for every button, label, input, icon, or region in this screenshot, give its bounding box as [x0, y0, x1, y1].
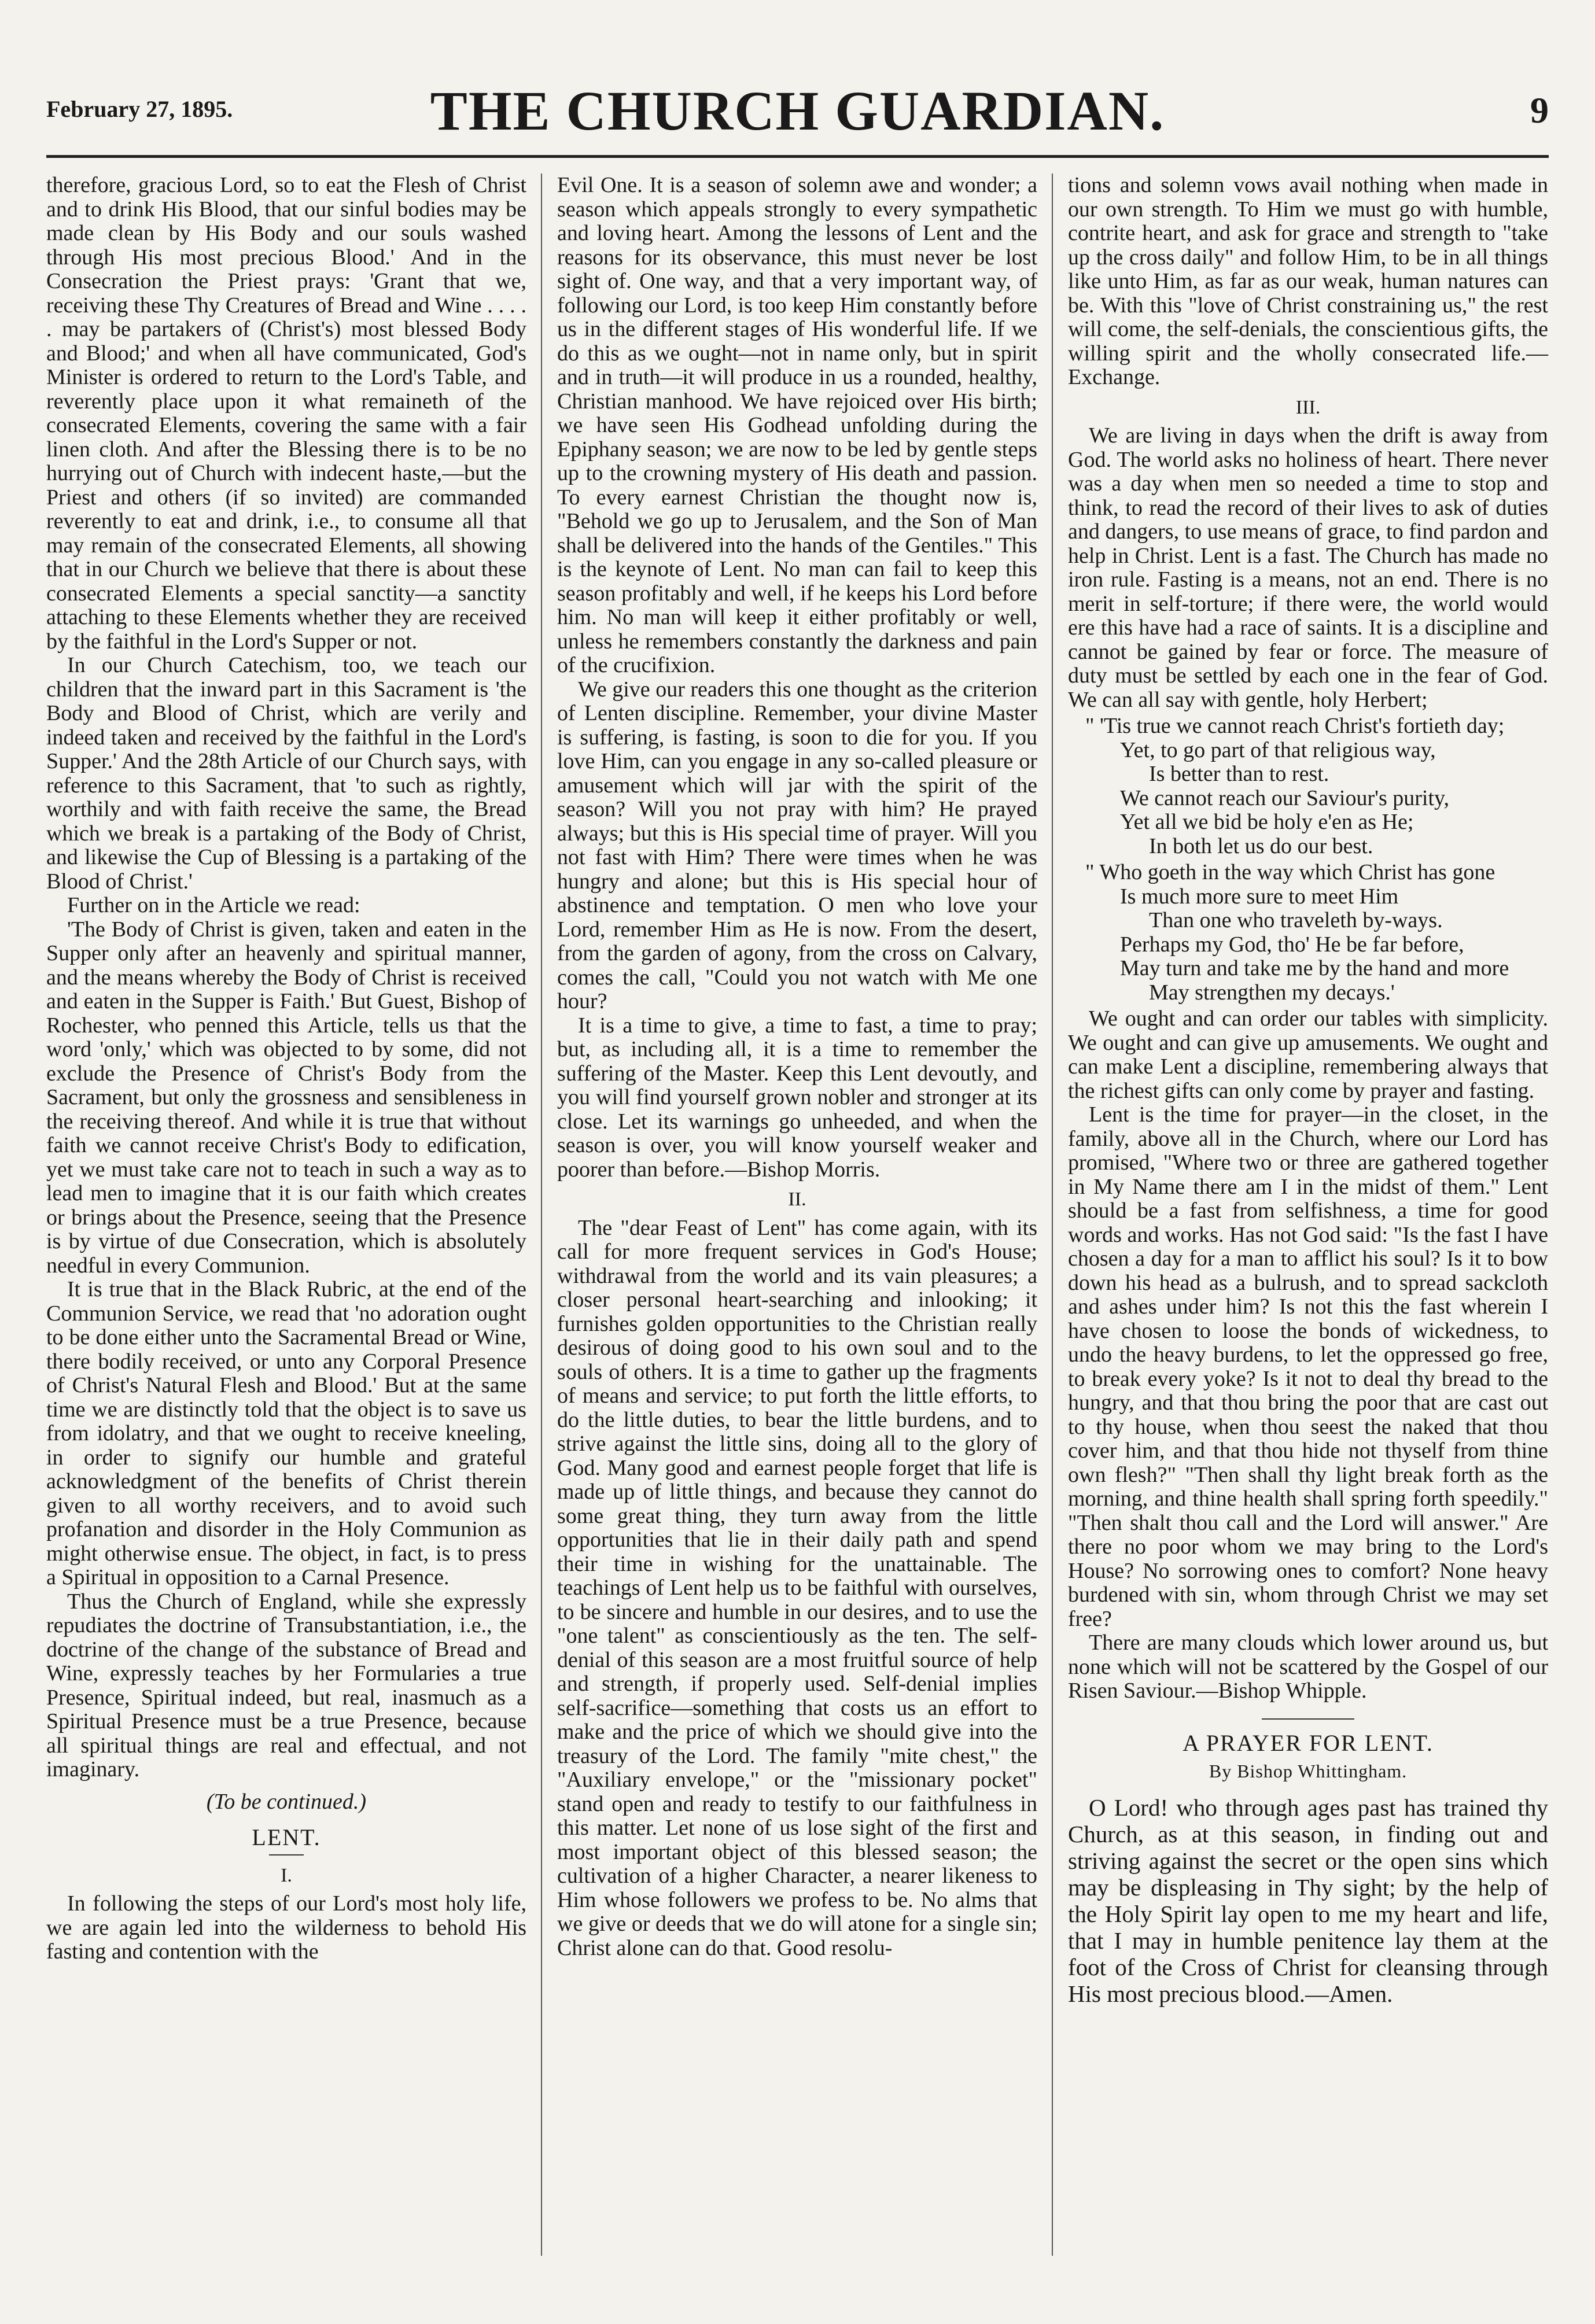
paragraph: Thus the Church of England, while she expressly repudiates the doctrine of Transubstantiation, i.e., the doctrine of the change of the substance of Bread and Wine, expressly teaches by her Formularies a true Presence, Spiritual indeed, but real, inasmuch as a Spiritual Presence must be a true Presence, because all spiritual things are real and effectual, and not imaginary.: [46, 1589, 526, 1781]
poem-line: " 'Tis true we cannot reach Christ's fortieth day;: [1085, 714, 1505, 738]
section-numeral: III.: [1295, 396, 1321, 418]
short-rule: [269, 1854, 304, 1855]
poem-stanza: [1085, 714, 1548, 858]
paragraph: We give our readers this one thought as the criterion of Lenten discipline. Remember, your divine Master is suffering, is fasting, is soon to die for you. If you love Him, can you engage in any so-called pleasure or amusement which will jar with the spirit of the season? Will you not pray with him? He prayed always; but this is His special time of prayer. Will you not fast with Him? There were times when he was hungry and alone; but this is His special hour of abstinence and temptation. O men who love your Lord, remember Him as He is now. From the desert, from the garden of agony, from the cross on Calvary, comes the call, "Could you not watch with Me one hour?: [557, 677, 1037, 1013]
paragraph: Lent is the time for prayer—in the closet, in the family, above all in the Church, where our Lord has promised, "Where two or three are gathered together in My Name there am I in the midst of them." Lent should be a fast from selfishness, a time for good words and works. Has not God said: "Is the fast I have chosen a day for a man to afflict his soul? Is it to bow down his head as a bulrush, and to spread sackcloth and ashes under him? Is not this the fast wherein I have chosen to loose the bonds of wickedness, to undo the heavy burdens, to let the oppressed go free, to break every yoke? Is it not to deal thy bread to the hungry, and that thou bring the poor that are cast out to thy house, when thou seest the naked that thou cover him, and that thou hide not thyself from thine own flesh?" "Then shall thy light break forth as the morning, and thine health shall spring forth speedily." "Then shalt thou call and the Lord will answer." Are there no poor whom we may bring to the Lord's House? No sorrowing ones to comfort? None heavy burdened with sin, whom through Christ we may set free?: [1068, 1102, 1548, 1631]
column-1: [46, 174, 526, 1964]
poem-line: Is better than to rest.: [1149, 762, 1329, 786]
column-2: [557, 174, 1037, 1960]
column-3: [1068, 174, 1548, 2007]
issue-date: February 27, 1895.: [46, 96, 233, 122]
section-numeral: II.: [788, 1189, 806, 1210]
poem-line: Perhaps my God, tho' He be far before,: [1120, 932, 1464, 957]
section-numeral: I.: [281, 1864, 292, 1886]
paragraph: 'The Body of Christ is given, taken and eaten in the Supper only after an heavenly and spiritual manner, and the means whereby the Body of Christ is received and eaten in the Supper is Faith.' But Guest, Bishop of Rochester, who penned this Article, tells us that the word 'only,' which was objected to by some, did not exclude the Presence of Christ's Body from the Sacrament, but only the grossness and sensibleness in the receiving thereof. And while it is true that without faith we cannot receive Christ's Body to edification, yet we must take care not to teach in such a way as to lead men to imagine that it is our faith which creates or brings about the Presence, seeing that the Presence is by virtue of due Consecration, which is absolutely needful in every Communion.: [46, 917, 526, 1278]
poem-line: Yet all we bid be holy e'en as He;: [1120, 810, 1414, 834]
paragraph: Further on in the Article we read:: [67, 893, 360, 917]
paragraph: We are living in days when the drift is away from God. The world asks no holiness of heart. There never was a day when men so needed a time to stop and think, to read the record of their lives to ask of duties and dangers, to use means of grace, to find pardon and help in Christ. Lent is a fast. The Church has made no iron rule. Fasting is a means, not an end. There is no merit in self-torture; if there were, the world would ere this have had a race of saints. It is a discipline and cannot be gained by fear or force. The measure of duty must be settled by each one in the fear of God. We can all say with gentle, holy Herbert;: [1068, 423, 1548, 712]
poem-line: We cannot reach our Saviour's purity,: [1120, 785, 1450, 810]
paragraph: The "dear Feast of Lent" has come again, with its call for more frequent services in God's House; withdrawal from the world and its vain pleasures; a closer personal heart-searching and inlooking; it furnishes golden opportunities to the Christian really desirous of doing good to his own soul and to the souls of others. It is a time to gather up the fragments of means and service; to put forth the little efforts, to do the little duties, to bear the little burdens, and to strive against the little sins, doing all to the glory of God. Many good and earnest people forget that life is made up of little things, and because they cannot do some great thing, they turn away from the little opportunities that lie in their daily path and spend their time in wishing for the unattainable. The teachings of Lent help us to be faithful with ourselves, to be sincere and humble in our desires, and to use the "one talent" as conscientiously as the ten. The self-denial of this season are a most fruitful source of help and strength, if properly used. Self-denial implies self-sacrifice—something that costs us an effort to make and the price of which we should give into the treasury of the Lord. The family "mite chest," the "Auxiliary envelope," or the "missionary pocket" stand open and ready to testify to our faithfulness in this matter. Let none of us lose sight of the first and most important object of this blessed season; the cultivation of a higher Character, a nearer likeness to Him whose followers we profess to be. No alms that we give or deeds that we do will atone for a single sin; Christ alone can do that. Good resolu-: [557, 1215, 1037, 1960]
paragraph: We ought and can order our tables with simplicity. We ought and can give up amusements. We ought and can make Lent a discipline, remembering always that the richest gifts can only come by prayer and fasting.: [1068, 1006, 1548, 1103]
masthead: [46, 75, 1549, 162]
article-heading-lent: LENT.: [252, 1824, 321, 1850]
byline: By Bishop Whittingham.: [1209, 1761, 1408, 1781]
paragraph: In following the steps of our Lord's most holy life, we are again led into the wilderness to behold His fasting and contention with the: [46, 1891, 526, 1964]
short-rule: [1262, 1718, 1354, 1720]
paragraph: In our Church Catechism, too, we teach our children that the inward part in this Sacrament is 'the Body and Blood of Christ, which are verily and indeed taken and received by the faithful in the Lord's Supper.' And the 28th Article of our Church says, with reference to this Sacrament, that 'to such as rightly, worthily and with faith receive the same, the Bread which we break is a partaking of the Body of Christ, and likewise the Cup of Blessing is a partaking of the Blood of Christ.': [46, 653, 526, 894]
column-divider: [541, 174, 542, 2256]
paragraph: therefore, gracious Lord, so to eat the Flesh of Christ and to drink His Blood, that our sinful bodies may be made clean by His Body and our souls washed through His most precious Blood.' And in the Consecration the Priest prays: 'Grant that we, receiving these Thy Creatures of Bread and Wine . . . . . may be partakers of (Christ's) most blessed Body and Blood;' and when all have communicated, God's Minister is ordered to return to the Lord's Table, and reverently place upon it what remaineth of the consecrated Elements, covering the same with a fair linen cloth. And after the Blessing there is to be no hurrying out of Church with indecent haste,—but the Priest and others (if so invited) are commanded reverently to eat and drink, i.e., to consume all that may remain of the consecrated Elements, all showing that in our Church we believe that there is about these consecrated Elements a special sanctity—a sanctity attaching to these Elements whether they are received by the faithful in the Lord's Supper or not.: [46, 173, 526, 654]
paragraph: Evil One. It is a season of solemn awe and wonder; a season which appeals strongly to every sympathetic and loving heart. Among the lessons of Lent and the reasons for its observance, this must never be lost sight of. One way, and that a very important way, of following our Lord, is too keep Him constantly before us in the different stages of His wonderful life. If we do this as we ought—not in name only, but in spirit and in truth—it will produce in us a rounded, healthy, Christian manhood. We have rejoiced over His birth; we have seen His Godhead unfolding during the Epiphany season; we are now to be led by gentle steps up to the crowning mystery of His death and passion. To every earnest Christian the thought now is, "Behold we go up to Jerusalem, and the Son of Man shall be delivered into the hands of the Gentiles." This is the keynote of Lent. No man can fail to keep this season profitably and well, if he keeps his Lord before him. No man will keep it either profitably or well, unless he remembers constantly the darkness and pain of the crucifixion.: [557, 173, 1037, 677]
poem-line: In both let us do our best.: [1149, 833, 1373, 858]
poem-line: May strengthen my decays.': [1149, 980, 1395, 1005]
paragraph: It is true that in the Black Rubric, at the end of the Communion Service, we read that 'no adoration ought to be done either unto the Sacramental Bread or Wine, there bodily received, or unto any Corporal Presence of Christ's Natural Flesh and Blood.' But at the same time we are distinctly told that the object is to save us from idolatry, and that we ought to receive kneeling, in order to signify our humble and grateful acknowledgment of the benefits of Christ therein given to all worthy receivers, and to avoid such profanation and disorder in the Holy Communion as might otherwise ensue. The object, in fact, is to press a Spiritual in opposition to a Carnal Presence.: [46, 1277, 526, 1589]
poem-line: " Who goeth in the way which Christ has gone: [1085, 860, 1495, 884]
paragraph: tions and solemn vows avail nothing when made in our own strength. To Him we must go with humble, contrite heart, and ask for grace and strength to "take up the cross daily" and follow Him, to be in all things like unto Him, as far as our weak, human natures can be. With this "love of Christ constraining us," the rest will come, the self-denials, the conscientious gifts, the willing spirit and the wholly consecrated life.—Exchange.: [1068, 173, 1548, 389]
poem-line: Yet, to go part of that religious way,: [1120, 737, 1436, 762]
paragraph: There are many clouds which lower around us, but none which will not be scattered by the Gospel of our Risen Saviour.—Bishop Whipple.: [1068, 1631, 1548, 1703]
poem-line: Than one who traveleth by-ways.: [1149, 908, 1443, 932]
continued-note: (To be continued.): [206, 1789, 367, 1814]
poem-line: May turn and take me by the hand and more: [1120, 956, 1509, 980]
poem-line: Is much more sure to meet Him: [1120, 884, 1399, 909]
article-heading-prayer: A PRAYER FOR LENT.: [1183, 1729, 1434, 1756]
masthead-rule: [46, 155, 1549, 158]
page-number: 9: [1530, 90, 1549, 131]
prayer-paragraph: O Lord! who through ages past has trained thy Church, as at this season, in finding out and striving against the secret or the open sins which may be displeasing in Thy sight; by the help of the Holy Spirit lay open to me my heart and life, that I may in humble penitence lay them at the foot of the Cross of Christ for cleansing through His most precious blood.—Amen.: [1068, 1794, 1548, 2007]
newspaper-title: THE CHURCH GUARDIAN.: [430, 80, 1165, 142]
poem-stanza: [1085, 861, 1548, 1005]
column-divider: [1052, 174, 1053, 2256]
paragraph: It is a time to give, a time to fast, a time to pray; but, as including all, it is a time to remember the suffering of the Master. Keep this Lent devoutly, and you will find yourself grown nobler and stronger at its close. Let its warnings go unheeded, and when the season is over, you will know yourself weaker and poorer than before.—Bishop Morris.: [557, 1013, 1037, 1182]
